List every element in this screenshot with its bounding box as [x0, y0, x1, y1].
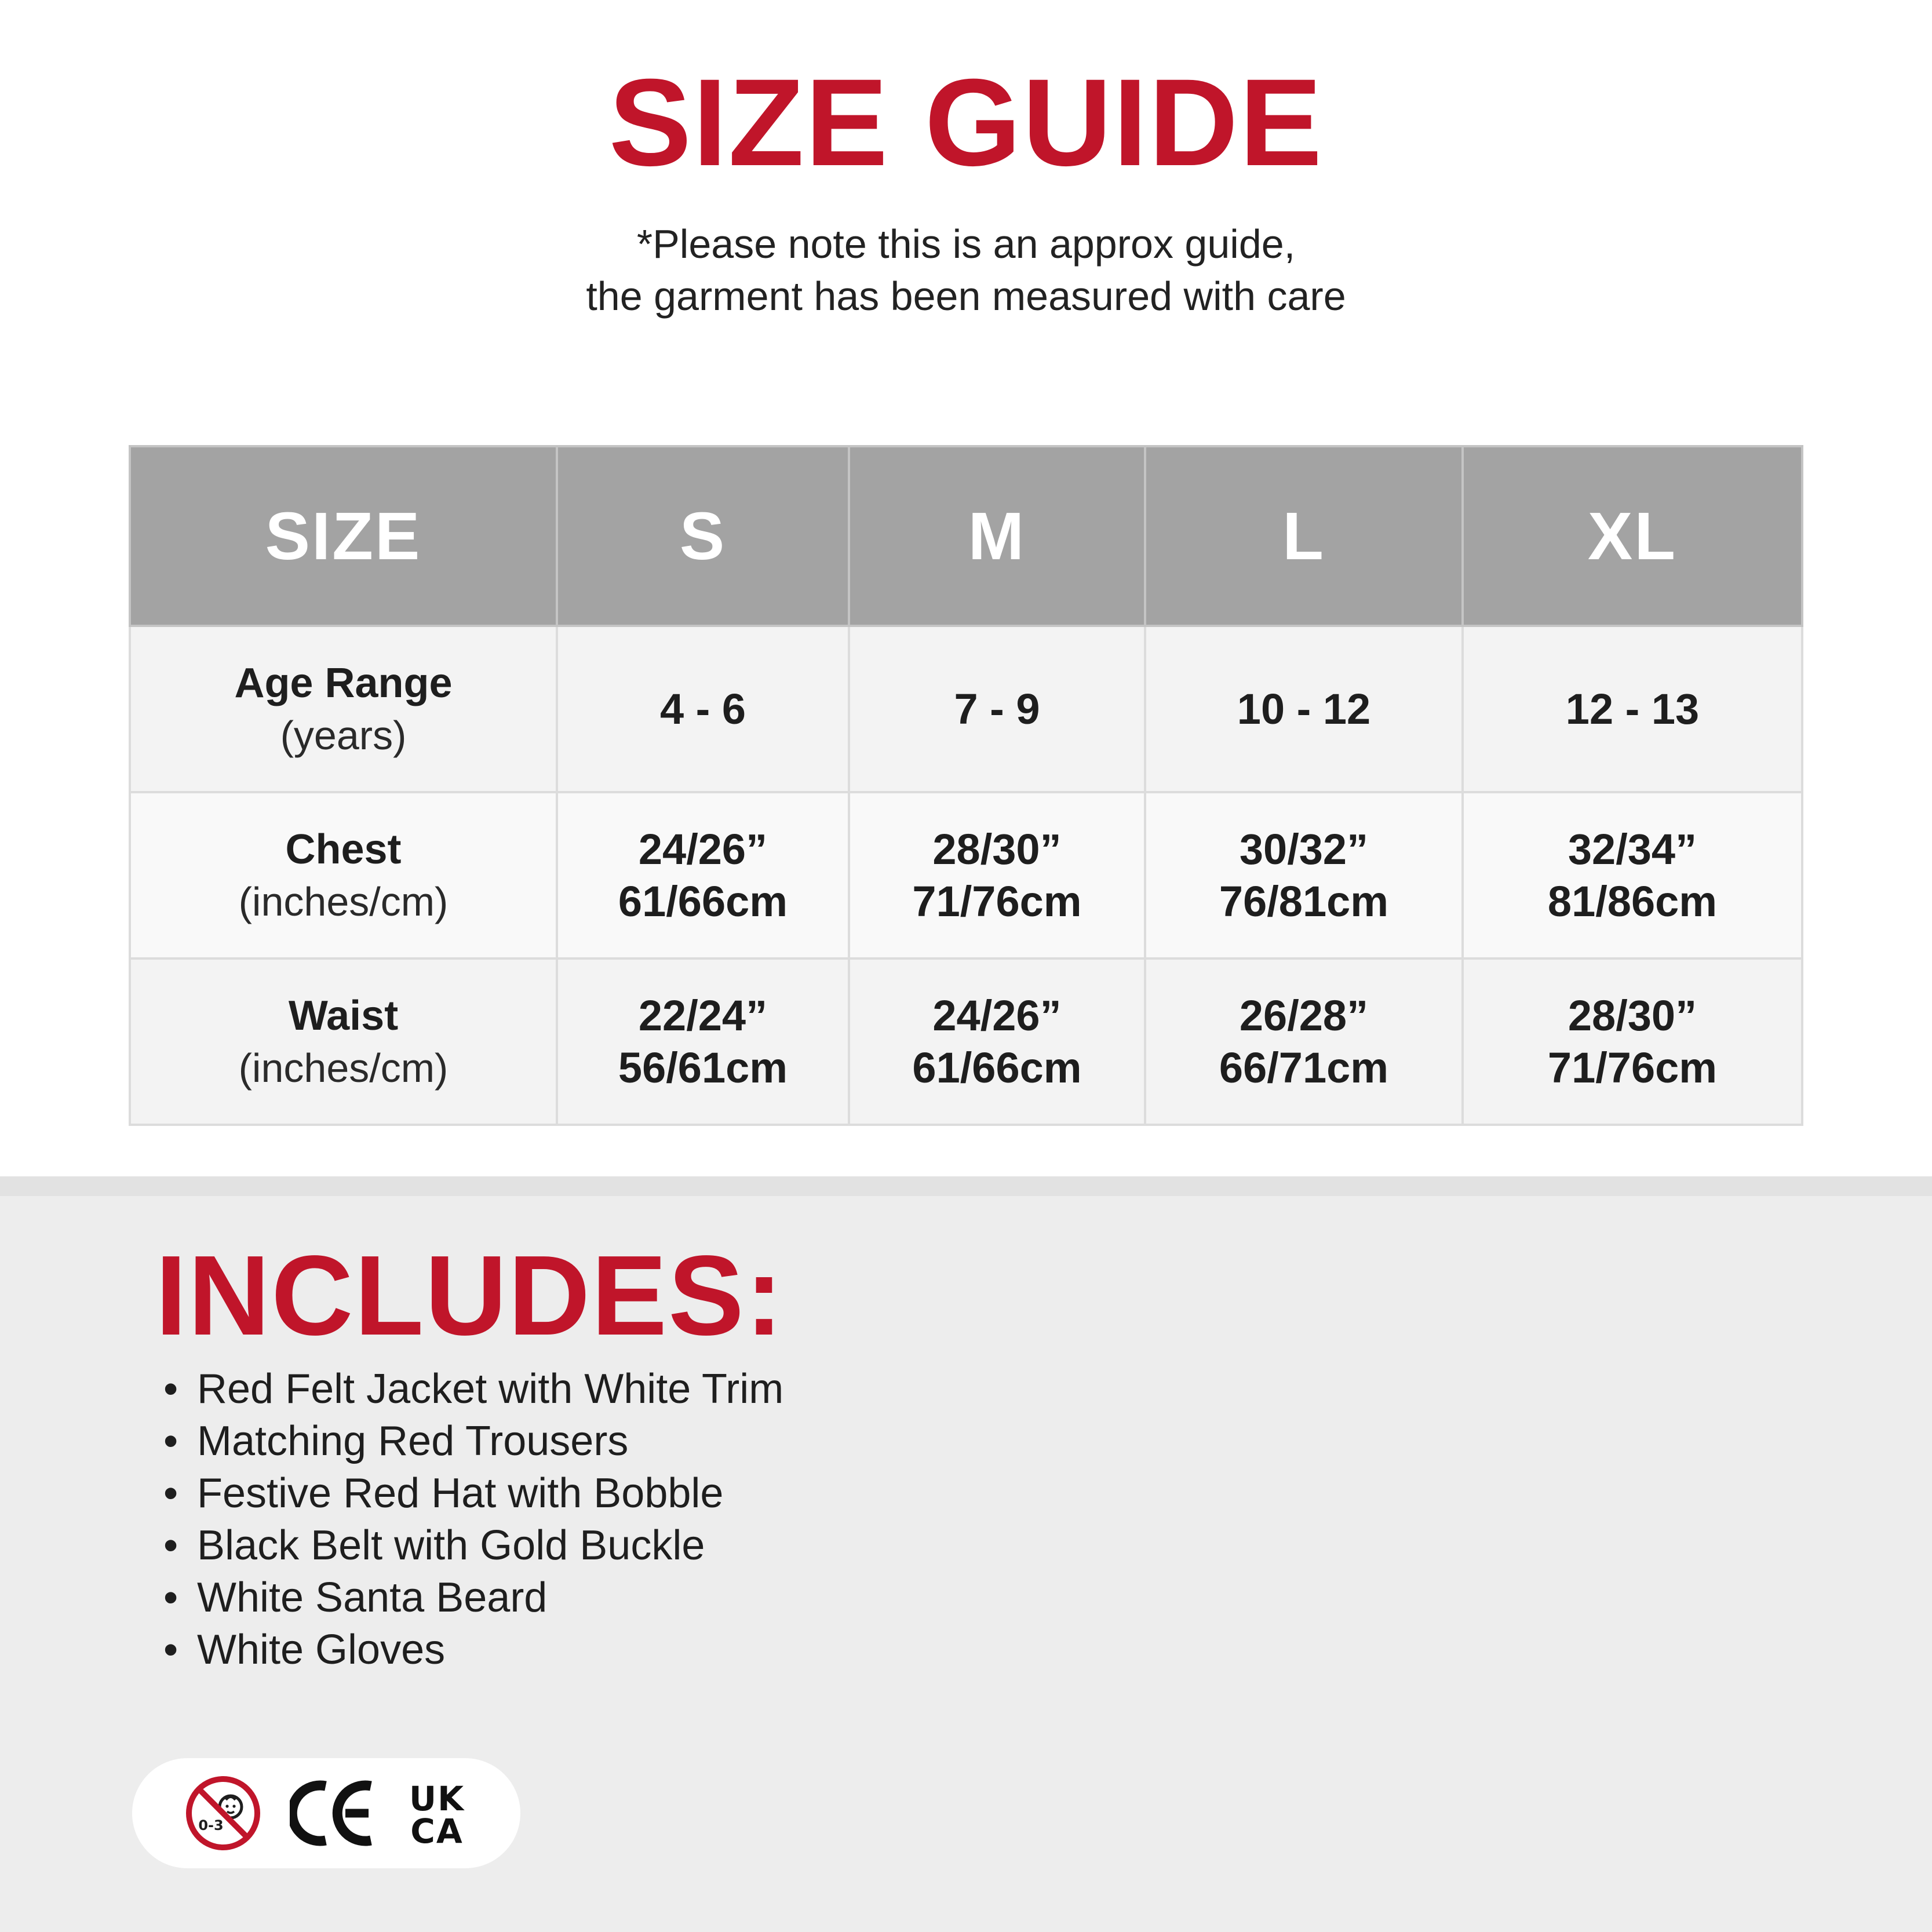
- list-item-text: Festive Red Hat with Bobble: [197, 1470, 724, 1517]
- size-table: [129, 445, 1803, 1126]
- table-cell: [1463, 626, 1802, 792]
- cell-value: 12 - 13: [1565, 684, 1700, 733]
- includes-list: [163, 1363, 783, 1676]
- row-label-main: Chest: [285, 826, 402, 873]
- cell-value-inches: 22/24”: [638, 991, 768, 1040]
- column-header-s: S: [557, 446, 849, 626]
- table-cell: [849, 958, 1145, 1125]
- row-label-main: Age Range: [234, 659, 453, 706]
- cell-value-cm: 66/71cm: [1219, 1043, 1389, 1092]
- certification-badge: [132, 1758, 520, 1868]
- list-item-text: Black Belt with Gold Buckle: [197, 1522, 705, 1569]
- row-label-unit: (years): [280, 712, 407, 758]
- bullet: •: [163, 1366, 178, 1412]
- row-label-main: Waist: [288, 992, 399, 1039]
- list-item: [163, 1363, 783, 1415]
- list-item-text: White Gloves: [197, 1627, 446, 1673]
- bullet: •: [163, 1627, 178, 1673]
- cell-value-inches: 28/30”: [1568, 991, 1697, 1040]
- list-item: [163, 1467, 783, 1519]
- cell-value-cm: 71/76cm: [1547, 1043, 1718, 1092]
- ukca-line-2: CA: [410, 1811, 464, 1846]
- table-cell: [1145, 958, 1463, 1125]
- row-label-age-range: [130, 626, 557, 792]
- table-cell: [849, 792, 1145, 958]
- row-label-chest: [130, 792, 557, 958]
- table-cell: [557, 626, 849, 792]
- approx-guide-note: [0, 218, 1932, 322]
- table-row-waist: [130, 958, 1802, 1125]
- table-row-chest: [130, 792, 1802, 958]
- cell-value-inches: 32/34”: [1568, 825, 1697, 873]
- cell-value-cm: 81/86cm: [1547, 877, 1718, 925]
- cell-value-inches: 30/32”: [1239, 825, 1369, 873]
- table-row-age-range: [130, 626, 1802, 792]
- list-item: [163, 1519, 783, 1572]
- cell-value-inches: 24/26”: [638, 825, 768, 873]
- cell-value: 7 - 9: [954, 684, 1040, 733]
- cell-value-cm: 61/66cm: [618, 877, 788, 925]
- includes-title: INCLUDES:: [155, 1232, 785, 1359]
- bullet: •: [163, 1470, 178, 1517]
- column-header-xl: XL: [1463, 446, 1802, 626]
- age-warning-text: 0-3: [198, 1817, 224, 1833]
- bullet: •: [163, 1574, 178, 1621]
- table-cell: [557, 958, 849, 1125]
- cell-value-inches: 24/26”: [932, 991, 1062, 1040]
- list-item-text: Matching Red Trousers: [197, 1418, 629, 1464]
- row-label-waist: [130, 958, 557, 1125]
- not-suitable-0-3-icon: [184, 1774, 262, 1852]
- cell-value-inches: 26/28”: [1239, 991, 1369, 1040]
- cell-value-cm: 61/66cm: [912, 1043, 1082, 1092]
- ukca-mark-icon: [400, 1781, 475, 1846]
- ce-mark-icon: [290, 1776, 377, 1851]
- column-header-m: M: [849, 446, 1145, 626]
- cell-value-cm: 71/76cm: [912, 877, 1082, 925]
- note-line-2: the garment has been measured with care: [586, 274, 1346, 319]
- list-item-text: White Santa Beard: [197, 1574, 548, 1621]
- table-cell: [1463, 958, 1802, 1125]
- column-header-size: SIZE: [130, 446, 557, 626]
- list-item: [163, 1624, 783, 1676]
- table-cell: [849, 626, 1145, 792]
- bullet: •: [163, 1522, 178, 1569]
- ukca-line-1: UK: [409, 1781, 465, 1818]
- cell-value: 10 - 12: [1237, 684, 1371, 733]
- cell-value: 4 - 6: [659, 684, 746, 733]
- list-item-text: Red Felt Jacket with White Trim: [197, 1366, 784, 1412]
- table-cell: [557, 792, 849, 958]
- cell-value-inches: 28/30”: [932, 825, 1062, 873]
- table-cell: [1463, 792, 1802, 958]
- panel-divider: [0, 1176, 1932, 1196]
- list-item: [163, 1572, 783, 1624]
- size-header-row: [130, 446, 1802, 626]
- note-line-1: *Please note this is an approx guide,: [636, 221, 1296, 267]
- table-cell: [1145, 792, 1463, 958]
- row-label-unit: (inches/cm): [238, 878, 449, 924]
- list-item: [163, 1415, 783, 1467]
- row-label-unit: (inches/cm): [238, 1045, 449, 1091]
- column-header-l: L: [1145, 446, 1463, 626]
- page-title: SIZE GUIDE: [608, 53, 1324, 192]
- cell-value-cm: 76/81cm: [1219, 877, 1389, 925]
- table-cell: [1145, 626, 1463, 792]
- cell-value-cm: 56/61cm: [618, 1043, 788, 1092]
- bullet: •: [163, 1418, 178, 1464]
